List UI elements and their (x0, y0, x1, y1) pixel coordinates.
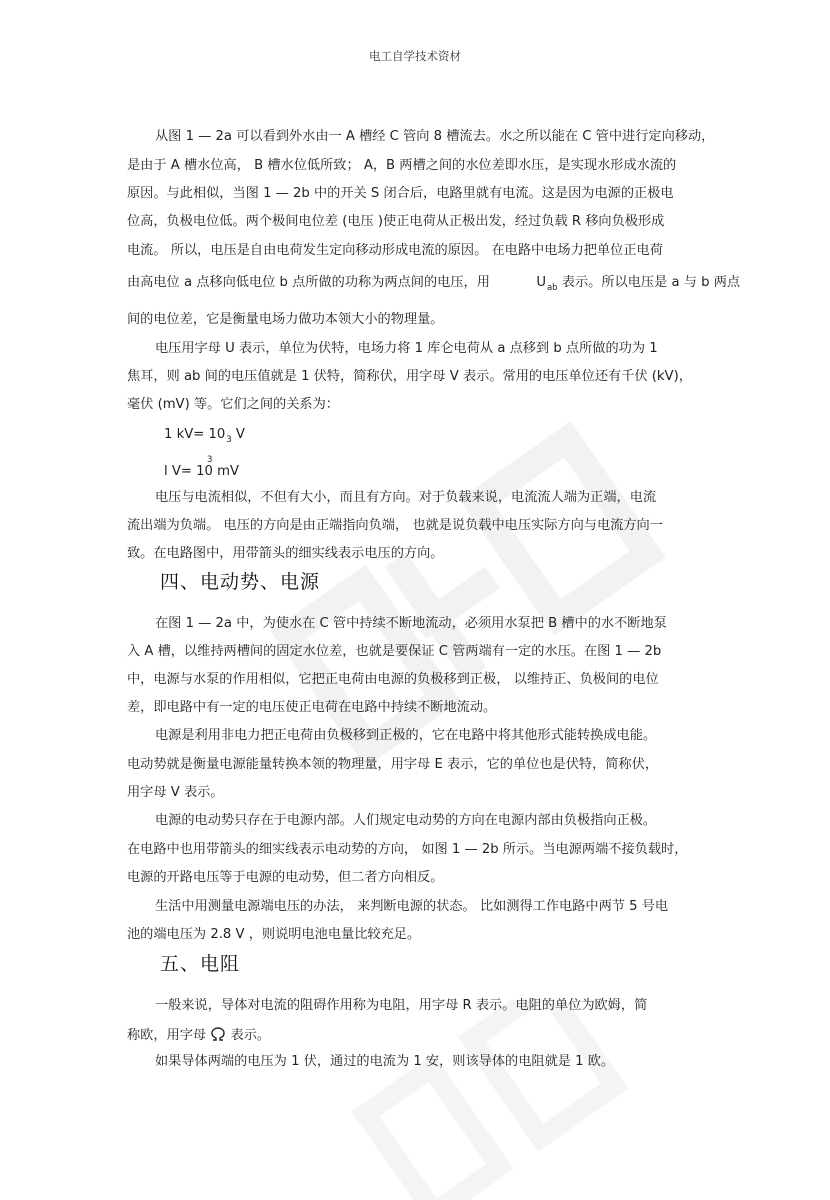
paragraph-line: 从图 1 — 2a 可以看到外水由一 A 槽经 C 管向 8 槽流去。水之所以能在 C 管中进行定向移动， (155, 129, 715, 144)
paragraph-line: 用字母 V 表示。 (127, 785, 224, 800)
paragraph-line: 在电路中也用带箭头的细实线表示电动势的方向， 如图 1 — 2b 所示。当电源两端不接负载时， (127, 842, 688, 857)
voltage-symbol: U (536, 275, 546, 290)
watermark-graphic (240, 380, 680, 820)
paragraph-line: 生活中用测量电源端电压的办法， 来判断电源的状态。 比如测得工作电路中两节 5 号电 (155, 899, 669, 914)
formula-kv: 1 $kV= 10_3$ V (164, 427, 245, 445)
paragraph-line: 焦耳，则 ab 间的电压值就是 1 伏特，简称伏，用字母 V 表示。常用的电压单位还有千伏 (kV)， (127, 369, 692, 384)
watermark-graphic-lower (340, 1000, 640, 1200)
paragraph-line: 间的电位差，它是衡量电场力做功本领大小的物理量。 (127, 312, 444, 327)
paragraph-line: 电源的开路电压等于电源的电动势，但二者方向相反。 (127, 870, 444, 885)
paragraph-line: 电流。 所以，电压是自由电荷发生定向移动形成电流的原因。 在电路中电场力把单位正电荷 (127, 243, 663, 258)
paragraph-line: 在图 1 — 2a 中，为使水在 C 管中持续不断地流动，必须用水泵把 B 槽中的水不断地泵 (155, 616, 667, 631)
paragraph-line: 流出端为负端。 电压的方向是由正端指向负端， 也就是说负载中电压实际方向与电流方向一 (127, 518, 663, 533)
paragraph-line: 差，即电路中有一定的电压使正电荷在电路中持续不断地流动。 (127, 700, 497, 715)
paragraph-line: 电压用字母 U 表示，单位为伏特，电场力将 1 库仑电荷从 a 点移到 b 点所做的功为 1 (155, 341, 658, 356)
formula-superscript: 3 (207, 455, 213, 465)
paragraph-line (127, 274, 740, 297)
paragraph-line: 称欧，用字母 表示。 (127, 1028, 271, 1043)
section-heading: 四、电动势、电源 (160, 571, 321, 593)
paragraph-line: 如果导体两端的电压为 1 伏，通过的电流为 1 安，则该导体的电阻就是 1 欧。 (155, 1054, 615, 1069)
paragraph-line: 毫伏 (mV) 等。它们之间的关系为： (127, 397, 339, 412)
paragraph-line: 池的端电压为 2.8 V ，则说明电池电量比较充足。 (127, 927, 421, 942)
page-header: 电工自学技术资材 (369, 49, 461, 63)
paragraph-line: 一般来说，导体对电流的阻碍作用称为电阻，用字母 R 表示。电阻的单位为欧姆，简 (155, 998, 648, 1013)
paragraph-line: 电源的电动势只存在于电源内部。人们规定电动势的方向在电源内部由负极指向正极。 (155, 813, 657, 828)
paragraph-text: 由高电位 a 点移向低电位 b 点所做的功称为两点间的电压，用 (127, 275, 490, 290)
ohm-icon (210, 1027, 226, 1041)
paragraph-line: 入 A 槽，以维持两槽间的固定水位差，也就是要保证 C 管两端有一定的水压。在图 1 — 2b (127, 644, 662, 659)
paragraph-line: 原因。与此相似，当图 1 — 2b 中的开关 S 闭合后，电路里就有电流。这是因为电源的正极电 (127, 186, 674, 201)
formula-mv: l V= 10 mV (164, 464, 239, 479)
paragraph-text: 表示。所以电压是 a 与 b 两点 (561, 275, 741, 290)
paragraph-line: 电压与电流相似，不但有大小，而且有方向。对于负载来说，电流流人端为正端，电流 (155, 490, 657, 505)
paragraph-line: 电源是利用非电力把正电荷由负极移到正极的，它在电路中将其他形式能转换成电能。 (155, 728, 657, 743)
paragraph-line: 致。在电路图中，用带箭头的细实线表示电压的方向。 (127, 546, 444, 561)
paragraph-line: 位高，负极电位低。两个极间电位差 (电压 )使正电荷从正极出发，经过负载 R 移向负极形成 (127, 214, 665, 229)
section-heading: 五、电阻 (160, 953, 241, 975)
paragraph-line: 中，电源与水泵的作用相似，它把正电荷由电源的负极移到正极， 以维持正、负极间的电位 (127, 672, 659, 687)
voltage-subscript: ab (546, 283, 558, 293)
paragraph-line: 电动势就是衡量电源能量转换本领的物理量，用字母 E 表示，它的单位也是伏特，简称伏， (127, 757, 659, 772)
paragraph-line: 是由于 A 槽水位高， B 槽水位低所致； A，B 两槽之间的水位差即水压，是实现水形成水流的 (127, 158, 677, 173)
